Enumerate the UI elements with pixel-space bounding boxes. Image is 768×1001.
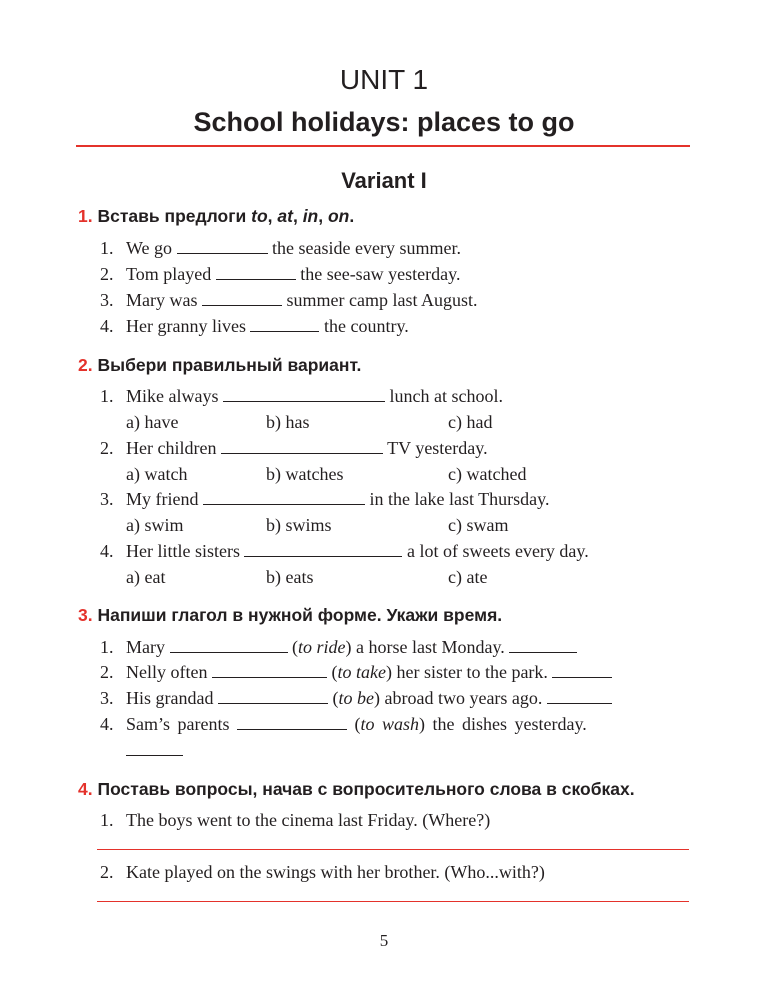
task-2-number: 2. [78,355,93,375]
task-1-item: 4. Her granny lives the country. [100,316,409,336]
task-3-item: 2. Nelly often (to take) her sister to the park. [100,660,692,684]
verb-blank[interactable] [170,637,288,653]
option-c[interactable]: c) ate [448,567,488,587]
answer-blank[interactable] [250,316,319,332]
task-2-item: 1. Mike always lunch at school. [100,386,503,406]
unit-heading: UNIT 1 [339,64,429,95]
option-b[interactable]: b) has [266,412,310,432]
verb-blank[interactable] [237,714,347,730]
verb-blank[interactable] [218,688,328,704]
option-a[interactable]: a) swim [126,515,184,535]
answer-blank[interactable] [202,290,282,306]
task-3-item-continuation [126,738,226,762]
option-c[interactable]: c) swam [448,515,509,535]
tense-blank[interactable] [547,688,612,704]
option-a[interactable]: a) eat [126,567,166,587]
task-3-number: 3. [78,605,93,625]
tense-blank[interactable] [552,662,612,678]
task-1-number: 1. [78,206,93,226]
task-4-item: 2. Kate played on the swings with her brother. (Who...with?) [100,862,545,882]
answer-line[interactable] [97,901,689,902]
option-b[interactable]: b) eats [266,567,314,587]
task-2-title: 2. Выбери правильный вариант. [78,355,362,375]
answer-blank[interactable] [244,541,402,557]
option-b[interactable]: b) watches [266,464,344,484]
task-2-item: 4. Her little sisters a lot of sweets every day. [100,541,589,561]
task-3-title: 3. Напиши глагол в нужной форме. Укажи время. [78,605,503,625]
option-c[interactable]: c) watched [448,464,527,484]
tense-blank[interactable] [126,740,183,756]
title-divider [76,145,690,147]
variant-heading: Variant I [341,168,427,193]
answer-blank[interactable] [177,238,268,254]
task-4-number: 4. [78,779,93,799]
task-2-item: 2. Her children TV yesterday. [100,438,488,458]
option-c[interactable]: c) had [448,412,493,432]
answer-blank[interactable] [223,386,385,402]
answer-blank[interactable] [221,438,383,454]
task-1-item: 2. Tom played the see-saw yesterday. [100,264,461,284]
page-number: 5 [379,931,389,950]
task-1-title: 1. Вставь предлоги to, at, in, on. [78,206,355,226]
verb-blank[interactable] [212,662,327,678]
unit-subtitle: School holidays: places to go [193,107,575,137]
task-2-item: 3. My friend in the lake last Thursday. [100,489,550,509]
answer-line[interactable] [97,849,689,850]
tense-blank[interactable] [509,637,577,653]
task-1-item: 3. Mary was summer camp last August. [100,290,478,310]
task-4-title: 4. Поставь вопросы, начав с вопросительного слова в скобках. [78,779,635,799]
option-b[interactable]: b) swims [266,515,332,535]
task-1-item: 1. We go the seaside every summer. [100,238,461,258]
task-3-item: 1. Mary (to ride) a horse last Monday. [100,635,692,659]
option-a[interactable]: a) have [126,412,179,432]
task-3-item: 4. Sam’s parents (to wash) the dishes yesterday. [100,714,587,734]
task-3-item: 3. His grandad (to be) abroad two years ago. [100,686,692,710]
answer-blank[interactable] [203,489,365,505]
option-a[interactable]: a) watch [126,464,188,484]
answer-blank[interactable] [216,264,296,280]
task-4-item: 1. The boys went to the cinema last Friday. (Where?) [100,810,491,830]
